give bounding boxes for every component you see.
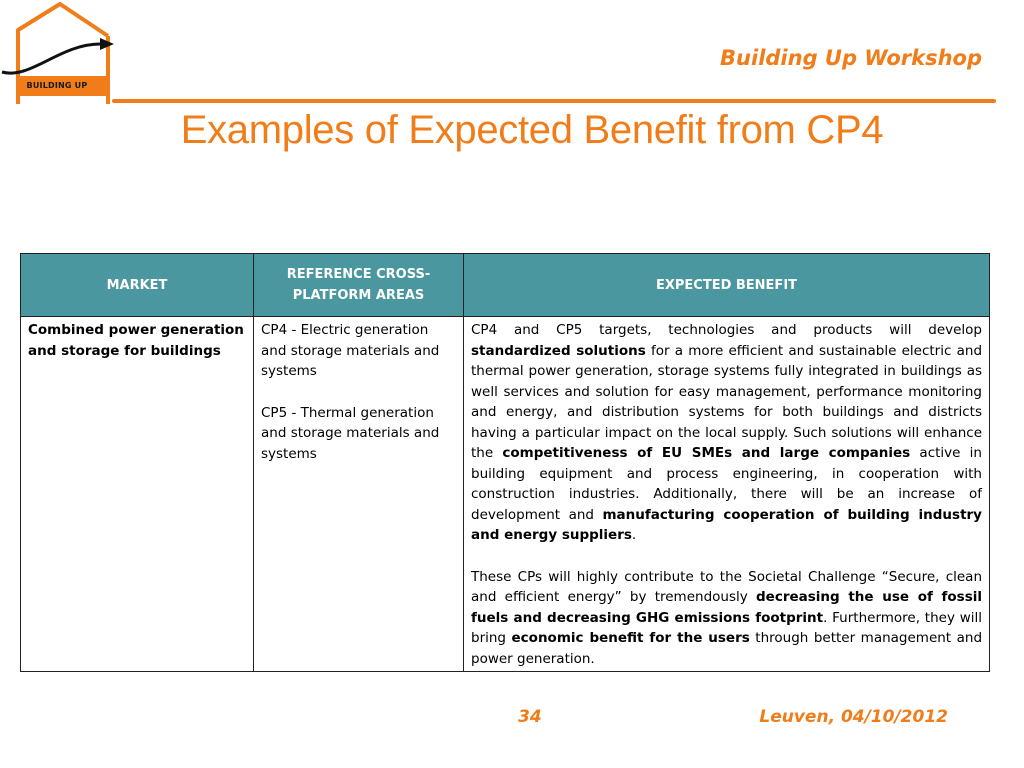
table-row xyxy=(21,317,990,672)
benefit-paragraph-1 xyxy=(471,320,982,546)
benefit-cell xyxy=(464,317,990,672)
benefit-text: for a more efficient and sustainable electric and thermal power generation, storage systems fully integrated in buildings as well services and solution for easy management, performance monitoring and energy, and distribution systems for both buildings and districts having a particular impact on the local supply. Such solutions will enhance the xyxy=(471,342,983,461)
benefit-text: These CPs will highly contribute to the Societal Challenge “Secure, clean and efficient energy” by tremendously xyxy=(471,568,982,605)
page-title: Examples of Expected Benefit from CP4 xyxy=(180,108,884,152)
footer-place-date: Leuven, 04/10/2012 xyxy=(759,707,948,727)
benefit-header: EXPECTED BENEFIT xyxy=(464,254,990,317)
benefit-highlight: competitiveness of EU SMEs and large companies xyxy=(502,445,911,461)
market-cell: Combined power generation and storage for buildings xyxy=(21,317,254,672)
page-number: 34 xyxy=(518,707,542,727)
benefit-text: active in building equipment and process engineering, in cooperation with construction industries. Additionally, there will be an increase of development and xyxy=(471,445,982,523)
building-up-logo xyxy=(0,0,120,106)
workshop-title: Building Up Workshop xyxy=(720,46,982,70)
table-header-row xyxy=(21,254,990,317)
logo-text: BUILDING UP xyxy=(26,81,88,90)
benefit-highlight: manufacturing cooperation of building industry and energy suppliers xyxy=(471,506,982,543)
reference-cp5: CP5 - Thermal generation and storage materials and systems xyxy=(261,404,440,462)
reference-cell xyxy=(254,317,464,672)
reference-header: REFERENCE CROSS-PLATFORM AREAS xyxy=(254,254,464,317)
market-header: MARKET xyxy=(21,254,254,317)
benefit-paragraph-2 xyxy=(471,567,982,670)
benefit-highlight: standardized solutions xyxy=(471,342,646,359)
benefit-text: . Furthermore, they will bring xyxy=(471,609,982,646)
benefit-text: CP4 and CP5 targets, technologies and products will develop xyxy=(471,322,982,338)
benefit-text: . xyxy=(631,527,637,543)
benefit-text: through better management and power generation. xyxy=(471,630,983,667)
benefits-table xyxy=(20,253,990,672)
reference-cp4: CP4 - Electric generation and storage materials and systems xyxy=(261,322,440,379)
benefit-highlight: economic benefit for the users xyxy=(511,630,750,646)
benefit-highlight: decreasing the use of fossil fuels and decreasing GHG emissions footprint xyxy=(471,589,982,626)
header-divider xyxy=(112,99,996,103)
